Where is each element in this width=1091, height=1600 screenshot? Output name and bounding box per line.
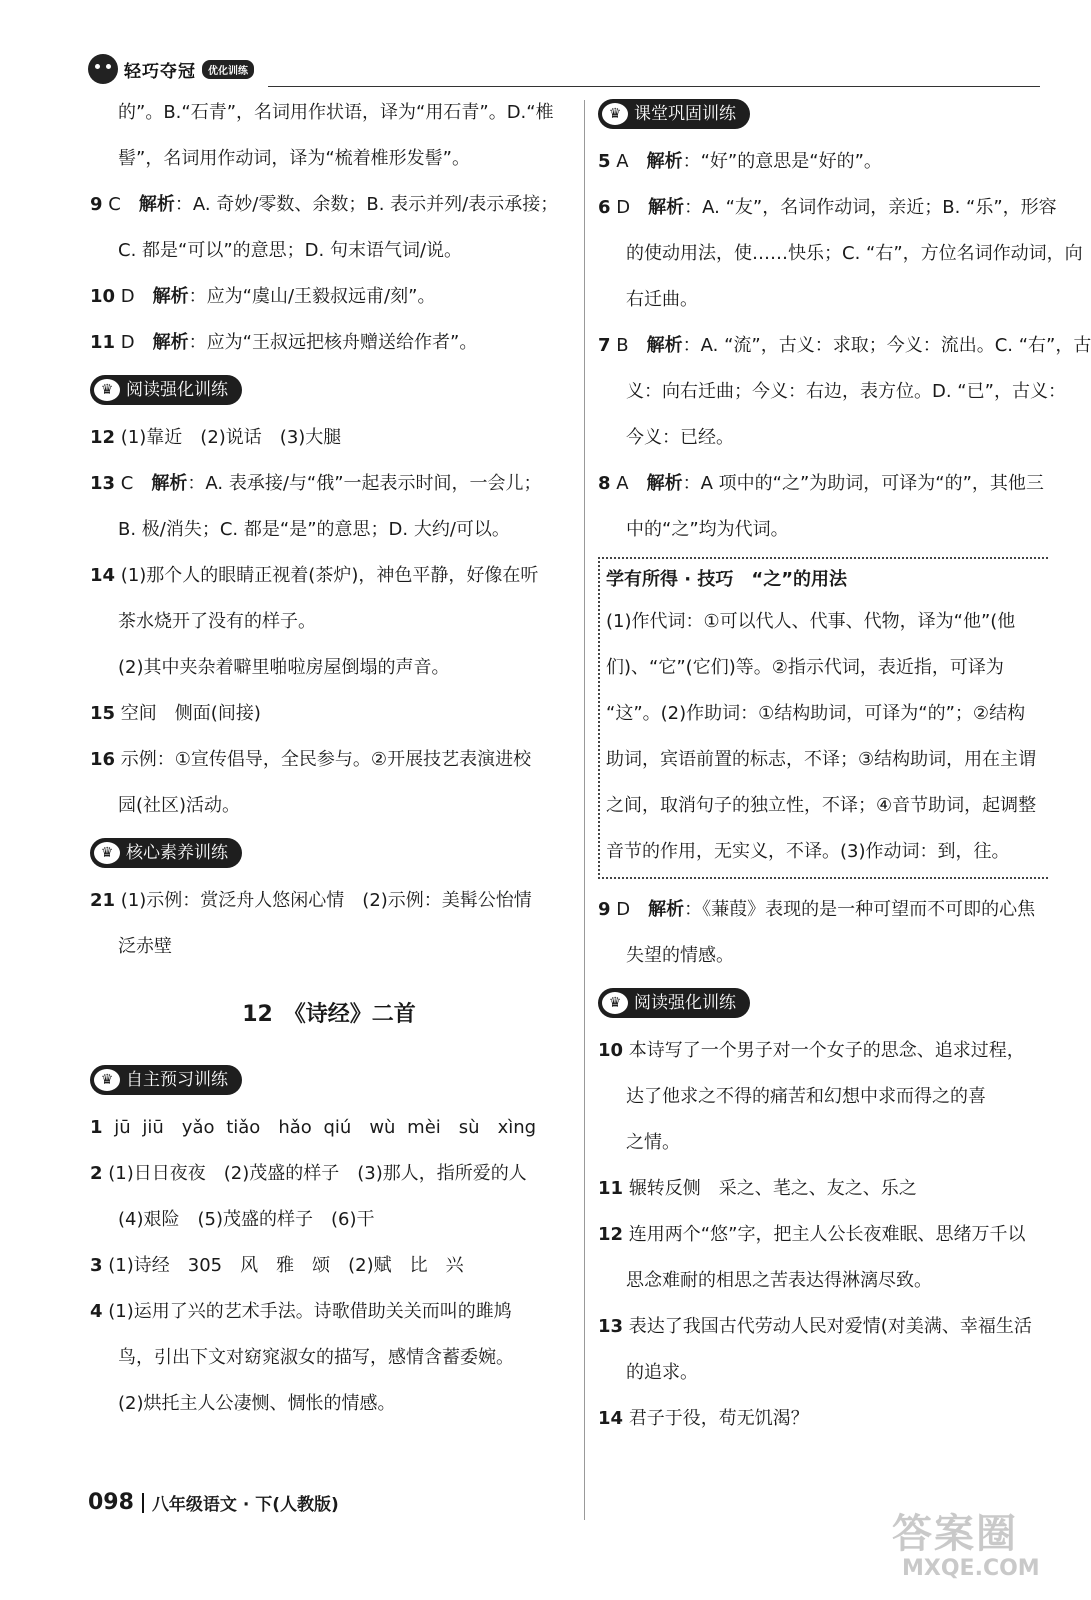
answer-text: ：A 项中的“之”为助词，可译为“的”，其他三 [682, 473, 1044, 494]
answer-11 [90, 320, 568, 366]
crown-icon: ♛ [94, 842, 120, 864]
question-number: 3 [90, 1255, 103, 1276]
question-number: 13 [90, 473, 116, 494]
answer-choice: D [616, 197, 631, 218]
answer-text: ：“好”的意思是“好的”。 [682, 151, 882, 172]
answer-text: ：A. “流”，古义：求取；今义：流出。C. “右”，古 [682, 335, 1091, 356]
text-line: 的”。B.“石青”，名词用作状语，译为“用石青”。D.“椎 [118, 102, 554, 123]
answer-10 [90, 274, 568, 320]
question-number: 9 [598, 899, 611, 920]
question-number: 9 [90, 194, 103, 215]
section-title: 阅读强化训练 [634, 993, 736, 1013]
section-title: 阅读强化训练 [126, 380, 228, 400]
text-line: 的追求。 [626, 1362, 698, 1383]
question-number: 2 [90, 1163, 103, 1184]
analysis-label: 解析 [138, 194, 175, 215]
tip-title: 学有所得 · 技巧 “之”的用法 [606, 569, 848, 590]
text-line: 达了他求之不得的痛苦和幻想中求而得之的喜 [626, 1086, 986, 1107]
question-number: 11 [598, 1178, 624, 1199]
answer-12 [598, 1212, 1048, 1258]
answer-15 [90, 691, 568, 737]
answer-3 [90, 1243, 568, 1289]
answer-text: 君子于役，苟无饥渴？ [628, 1408, 809, 1429]
tip-box [598, 557, 1048, 879]
section-header [90, 838, 242, 868]
answer-text: ：《蒹葭》表现的是一种可望而不可即的心焦 [684, 899, 1036, 920]
right-column [598, 90, 1091, 1442]
lesson-title: 12 《诗经》二首 [242, 1002, 416, 1027]
answer-14 [90, 553, 568, 599]
question-number: 10 [90, 286, 116, 307]
brand-logo [88, 54, 254, 84]
answer-text: 本诗写了一个男子对一个女子的思念、追求过程， [628, 1040, 1025, 1061]
answer-5 [598, 139, 1048, 185]
mascot-icon [88, 54, 118, 84]
answer-12 [90, 415, 568, 461]
tip-line: 音节的作用，无实义，不译。(3)作动词：到，往。 [606, 841, 1010, 862]
analysis-label: 解析 [152, 332, 189, 353]
tip-line: (1)作代词：①可以代人、代事、代物，译为“他”(他 [606, 611, 1016, 632]
answer-11 [598, 1166, 1048, 1212]
page-number: 098 [88, 1490, 134, 1515]
header-rule [268, 86, 1040, 87]
logo-text: 轻巧夺冠 [124, 61, 196, 82]
crown-icon: ♛ [602, 992, 628, 1014]
crown-icon: ♛ [94, 1069, 120, 1091]
question-number: 7 [598, 335, 611, 356]
footer-separator [142, 1493, 144, 1513]
answer-21 [90, 878, 568, 924]
answer-13 [90, 461, 568, 507]
answer-13 [598, 1304, 1048, 1350]
text-line: 中的“之”均为代词。 [626, 519, 789, 540]
text-line: 义：向右迁曲；今义：右边，表方位。D. “已”，古义： [626, 381, 1066, 402]
text-line: 思念难耐的相思之苦表达得淋漓尽致。 [626, 1270, 932, 1291]
analysis-label: 解析 [646, 473, 683, 494]
answer-10 [598, 1028, 1048, 1074]
answer-text: 表达了我国古代劳动人民对爱情(对美满、幸福生活 [628, 1316, 1032, 1337]
answer-text: ：A. 表承接/与“俄”一起表示时间，一会儿； [187, 473, 542, 494]
answer-14 [598, 1396, 1048, 1442]
section-header [90, 375, 242, 405]
crown-icon: ♛ [602, 103, 628, 125]
answer-text: ：应为“虞山/王毅叔远甫/刻”。 [188, 286, 436, 307]
section-header [90, 1065, 242, 1095]
column-divider [584, 100, 585, 1520]
answer-choice: A [616, 151, 629, 172]
answer-text: ：应为“王叔远把核舟赠送给作者”。 [188, 332, 478, 353]
text-line: 茶水烧开了没有的样子。 [118, 611, 316, 632]
text-line: 鸟，引出下文对窈窕淑女的描写，感情含蓄委婉。 [118, 1347, 514, 1368]
answer-choice: D [616, 899, 631, 920]
question-number: 21 [90, 890, 116, 911]
question-number: 5 [598, 151, 611, 172]
text-line: 失望的情感。 [626, 945, 734, 966]
answer-text: (1)那个人的眼睛正视着(茶炉)，神色平静，好像在听 [120, 565, 539, 586]
answer-text: jū jiū yǎo tiǎo hǎo qiú wù mèi sù xìng [114, 1117, 537, 1138]
analysis-label: 解析 [152, 286, 189, 307]
section-title: 自主预习训练 [126, 1070, 228, 1090]
question-number: 1 [90, 1117, 103, 1138]
answer-text: (1)日日夜夜 (2)茂盛的样子 (3)那人，指所爱的人 [108, 1163, 527, 1184]
question-number: 6 [598, 197, 611, 218]
question-number: 12 [90, 427, 116, 448]
answer-text: ：A. 奇妙/零数、余数；B. 表示并列/表示承接； [174, 194, 559, 215]
answer-7 [598, 323, 1091, 369]
question-number: 12 [598, 1224, 624, 1245]
answer-1 [90, 1105, 568, 1151]
question-number: 14 [598, 1408, 624, 1429]
question-number: 13 [598, 1316, 624, 1337]
answer-choice: D [120, 332, 135, 353]
answer-text: 空间 侧面(间接) [120, 703, 261, 724]
answer-9 [598, 887, 1048, 933]
answer-text: 示例：①宣传倡导，全民参与。②开展技艺表演进校 [120, 749, 532, 770]
question-number: 8 [598, 473, 611, 494]
question-number: 14 [90, 565, 116, 586]
watermark [880, 1500, 1050, 1590]
answer-16 [90, 737, 568, 783]
text-line: (2)其中夹杂着噼里啪啦房屋倒塌的声音。 [118, 657, 450, 678]
answer-4 [90, 1289, 568, 1335]
text-line: B. 极/消失；C. 都是“是”的意思；D. 大约/可以。 [118, 519, 510, 540]
logo-badge: 优化训练 [202, 60, 254, 79]
page-header [88, 48, 1040, 90]
text-line: 髻”，名词用作动词，译为“梳着椎形发髻”。 [118, 148, 470, 169]
text-line: 今义：已经。 [626, 427, 734, 448]
text-line: 右迁曲。 [626, 289, 698, 310]
tip-line: “这”。(2)作助词：①结构助词，可译为“的”；②结构 [606, 703, 1026, 724]
question-number: 11 [90, 332, 116, 353]
text-line: (2)烘托主人公凄恻、惆怅的情感。 [118, 1393, 396, 1414]
answer-text: 连用两个“悠”字，把主人公长夜难眠、思绪万千以 [628, 1224, 1026, 1245]
analysis-label: 解析 [646, 335, 683, 356]
watermark-url: MXQE.COM [902, 1556, 1040, 1581]
book-title: 八年级语文 · 下(人教版) [151, 1495, 339, 1515]
left-column [90, 90, 568, 1427]
analysis-label: 解析 [151, 473, 188, 494]
text-line: 园(社区)活动。 [118, 795, 241, 816]
answer-choice: C [120, 473, 134, 494]
tip-line: 们)、“它”(它们)等。②指示代词，表近指，可译为 [606, 657, 1004, 678]
text-line: C. 都是“可以”的意思；D. 句末语气词/说。 [118, 240, 463, 261]
page-footer [88, 1490, 339, 1515]
text-line: 泛赤壁 [118, 936, 172, 957]
question-number: 16 [90, 749, 116, 770]
section-title: 课堂巩固训练 [634, 104, 736, 124]
answer-9 [90, 182, 568, 228]
section-title: 核心素养训练 [126, 843, 228, 863]
section-header [598, 99, 750, 129]
question-number: 15 [90, 703, 116, 724]
text-line: 的使动用法，使……快乐；C. “右”，方位名词作动词，向 [626, 243, 1083, 264]
answer-6 [598, 185, 1057, 231]
analysis-label: 解析 [648, 197, 685, 218]
answer-choice: C [108, 194, 121, 215]
analysis-label: 解析 [648, 899, 685, 920]
section-header [598, 988, 750, 1018]
answer-2 [90, 1151, 568, 1197]
text-line: (4)艰险 (5)茂盛的样子 (6)干 [118, 1209, 375, 1230]
answer-text: (1)运用了兴的艺术手法。诗歌借助关关而叫的雎鸠 [108, 1301, 512, 1322]
answer-text: (1)靠近 (2)说话 (3)大腿 [120, 427, 342, 448]
text-line: 之情。 [626, 1132, 680, 1153]
answer-text: (1)示例：赏泛舟人悠闲心情 (2)示例：美髯公怡情 [120, 890, 532, 911]
answer-text: 辗转反侧 采之、芼之、友之、乐之 [628, 1178, 917, 1199]
answer-text: ：A. “友”，名词作动词，亲近；B. “乐”，形容 [684, 197, 1057, 218]
question-number: 10 [598, 1040, 624, 1061]
crown-icon: ♛ [94, 379, 120, 401]
tip-line: 助词，宾语前置的标志，不译；③结构助词，用在主谓 [606, 749, 1037, 770]
answer-text: (1)诗经 305 风 雅 颂 (2)赋 比 兴 [108, 1255, 464, 1276]
answer-8 [598, 461, 1048, 507]
question-number: 4 [90, 1301, 103, 1322]
tip-line: 之间，取消句子的独立性，不译；④音节助词，起调整 [606, 795, 1037, 816]
answer-choice: D [120, 286, 135, 307]
answer-choice: A [616, 473, 629, 494]
answer-choice: B [616, 335, 629, 356]
watermark-text: 答案圈 [892, 1511, 1018, 1557]
analysis-label: 解析 [646, 151, 683, 172]
